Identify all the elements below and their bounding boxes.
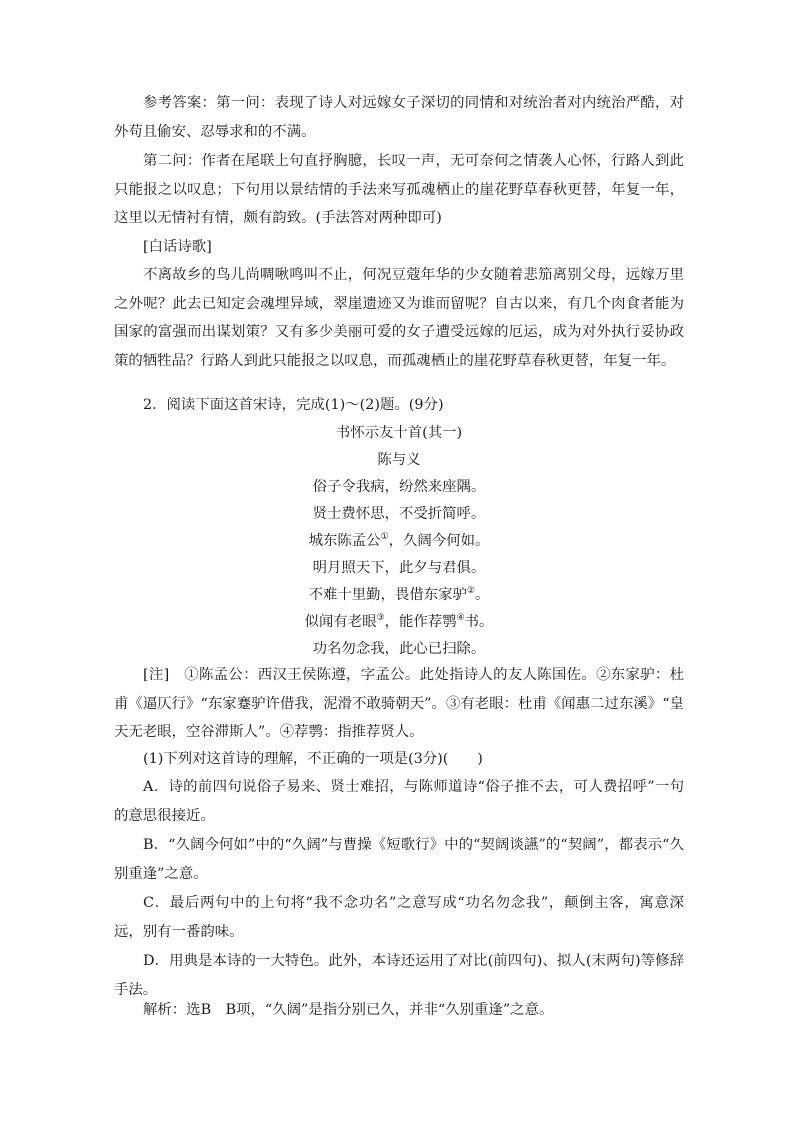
vernacular-heading: [白话诗歌] (143, 239, 212, 255)
poem-title: 书怀示友十首(其一) (335, 425, 463, 441)
option-d: D．用典是本诗的一大特色。此外，本诗还运用了对比(前四句)、拟人(末两句)等修辞手法。 (114, 953, 684, 998)
poem-line: 城东陈孟公①，久阔今何如。 (308, 532, 490, 549)
poem-line: 明月照天下，此夕与君俱。 (312, 560, 486, 576)
footnote-marker: ① (380, 532, 389, 543)
footnote-marker: ③ (376, 613, 385, 624)
poem-notes: [注] ①陈孟公：西汉王侯陈遵，字孟公。此处指诗人的友人陈国佐。②东家驴：杜甫《逼仄行》“东家蹇驴许借我，泥滑不敢骑朝天”。③有老眼：杜甫《闻惠二过东溪》“皇天无老眼，空谷滞斯人”。④荐鹗：指推荐贤人。 (114, 667, 684, 740)
vernacular-text: 不离故乡的鸟儿尚啁啾鸣叫不止，何况豆蔻年华的少女随着悲笳离别父母，远嫁万里之外呢？此去已知定会魂埋异域，翠崖遗迹又为谁而留呢？自古以来，有几个肉食者能为国家的富强而出谋划策？又有多少美丽可爱的女子遭受远嫁的厄运，成为对外执行妥协政策的牺牲品？行路人到此只能报之以叹息，而孤魂栖止的崖花野草春秋更替，年复一年。 (114, 267, 684, 369)
poem-author: 陈与义 (377, 452, 421, 468)
poem-block (114, 420, 684, 663)
poem-line: 功名勿念我，此心已扫除。 (312, 641, 486, 657)
option-c: C．最后两句中的上句将“我不念功名”之意写成“功名勿念我”，颠倒主客，寓意深远，别有一番韵味。 (114, 895, 684, 940)
footnote-marker: ② (466, 586, 475, 597)
sub-question-1: (1)下列对这首诗的理解，不正确的一项是(3分)( ) (143, 751, 483, 767)
option-a: A．诗的前四句说俗子易来、贤士难招，与陈师道诗“俗子推不去，可人费招呼”一句的意思很接近。 (114, 779, 684, 824)
answer-first-question: 参考答案：第一问：表现了诗人对远嫁女子深切的同情和对统治者对内统治严酷，对外苟且偷安、忍辱求和的不满。 (114, 95, 684, 140)
option-b: B．“久阔今何如”中的“久阔”与曹操《短歌行》中的“契阔谈讌”的“契阔”，都表示“久别重逢”之意。 (114, 837, 684, 882)
footnote-marker: ④ (456, 613, 465, 624)
analysis: 解析：选B B项，“久阔”是指分别已久，并非“久别重逢”之意。 (143, 1002, 554, 1018)
question-2-stem: 2．阅读下面这首宋诗，完成(1)～(2)题。(9分) (143, 397, 444, 413)
answer-second-question: 第二问：作者在尾联上句直抒胸臆，长叹一声，无可奈何之情袭人心怀，行路人到此只能报之以叹息；下句用以景结情的手法来写孤魂栖止的崖花野草春秋更替，年复一年，这里以无情衬有情，颇有韵致。(手法答对两种即可) (114, 153, 684, 226)
poem-line: 不难十里勤，畏借东家驴②。 (308, 586, 490, 603)
poem-line: 俗子令我病，纷然来座隅。 (312, 479, 486, 495)
poem-line: 似闻有老眼③，能作荐鹗④书。 (304, 613, 494, 630)
poem-line: 贤士费怀思，不受折简呼。 (312, 506, 486, 522)
